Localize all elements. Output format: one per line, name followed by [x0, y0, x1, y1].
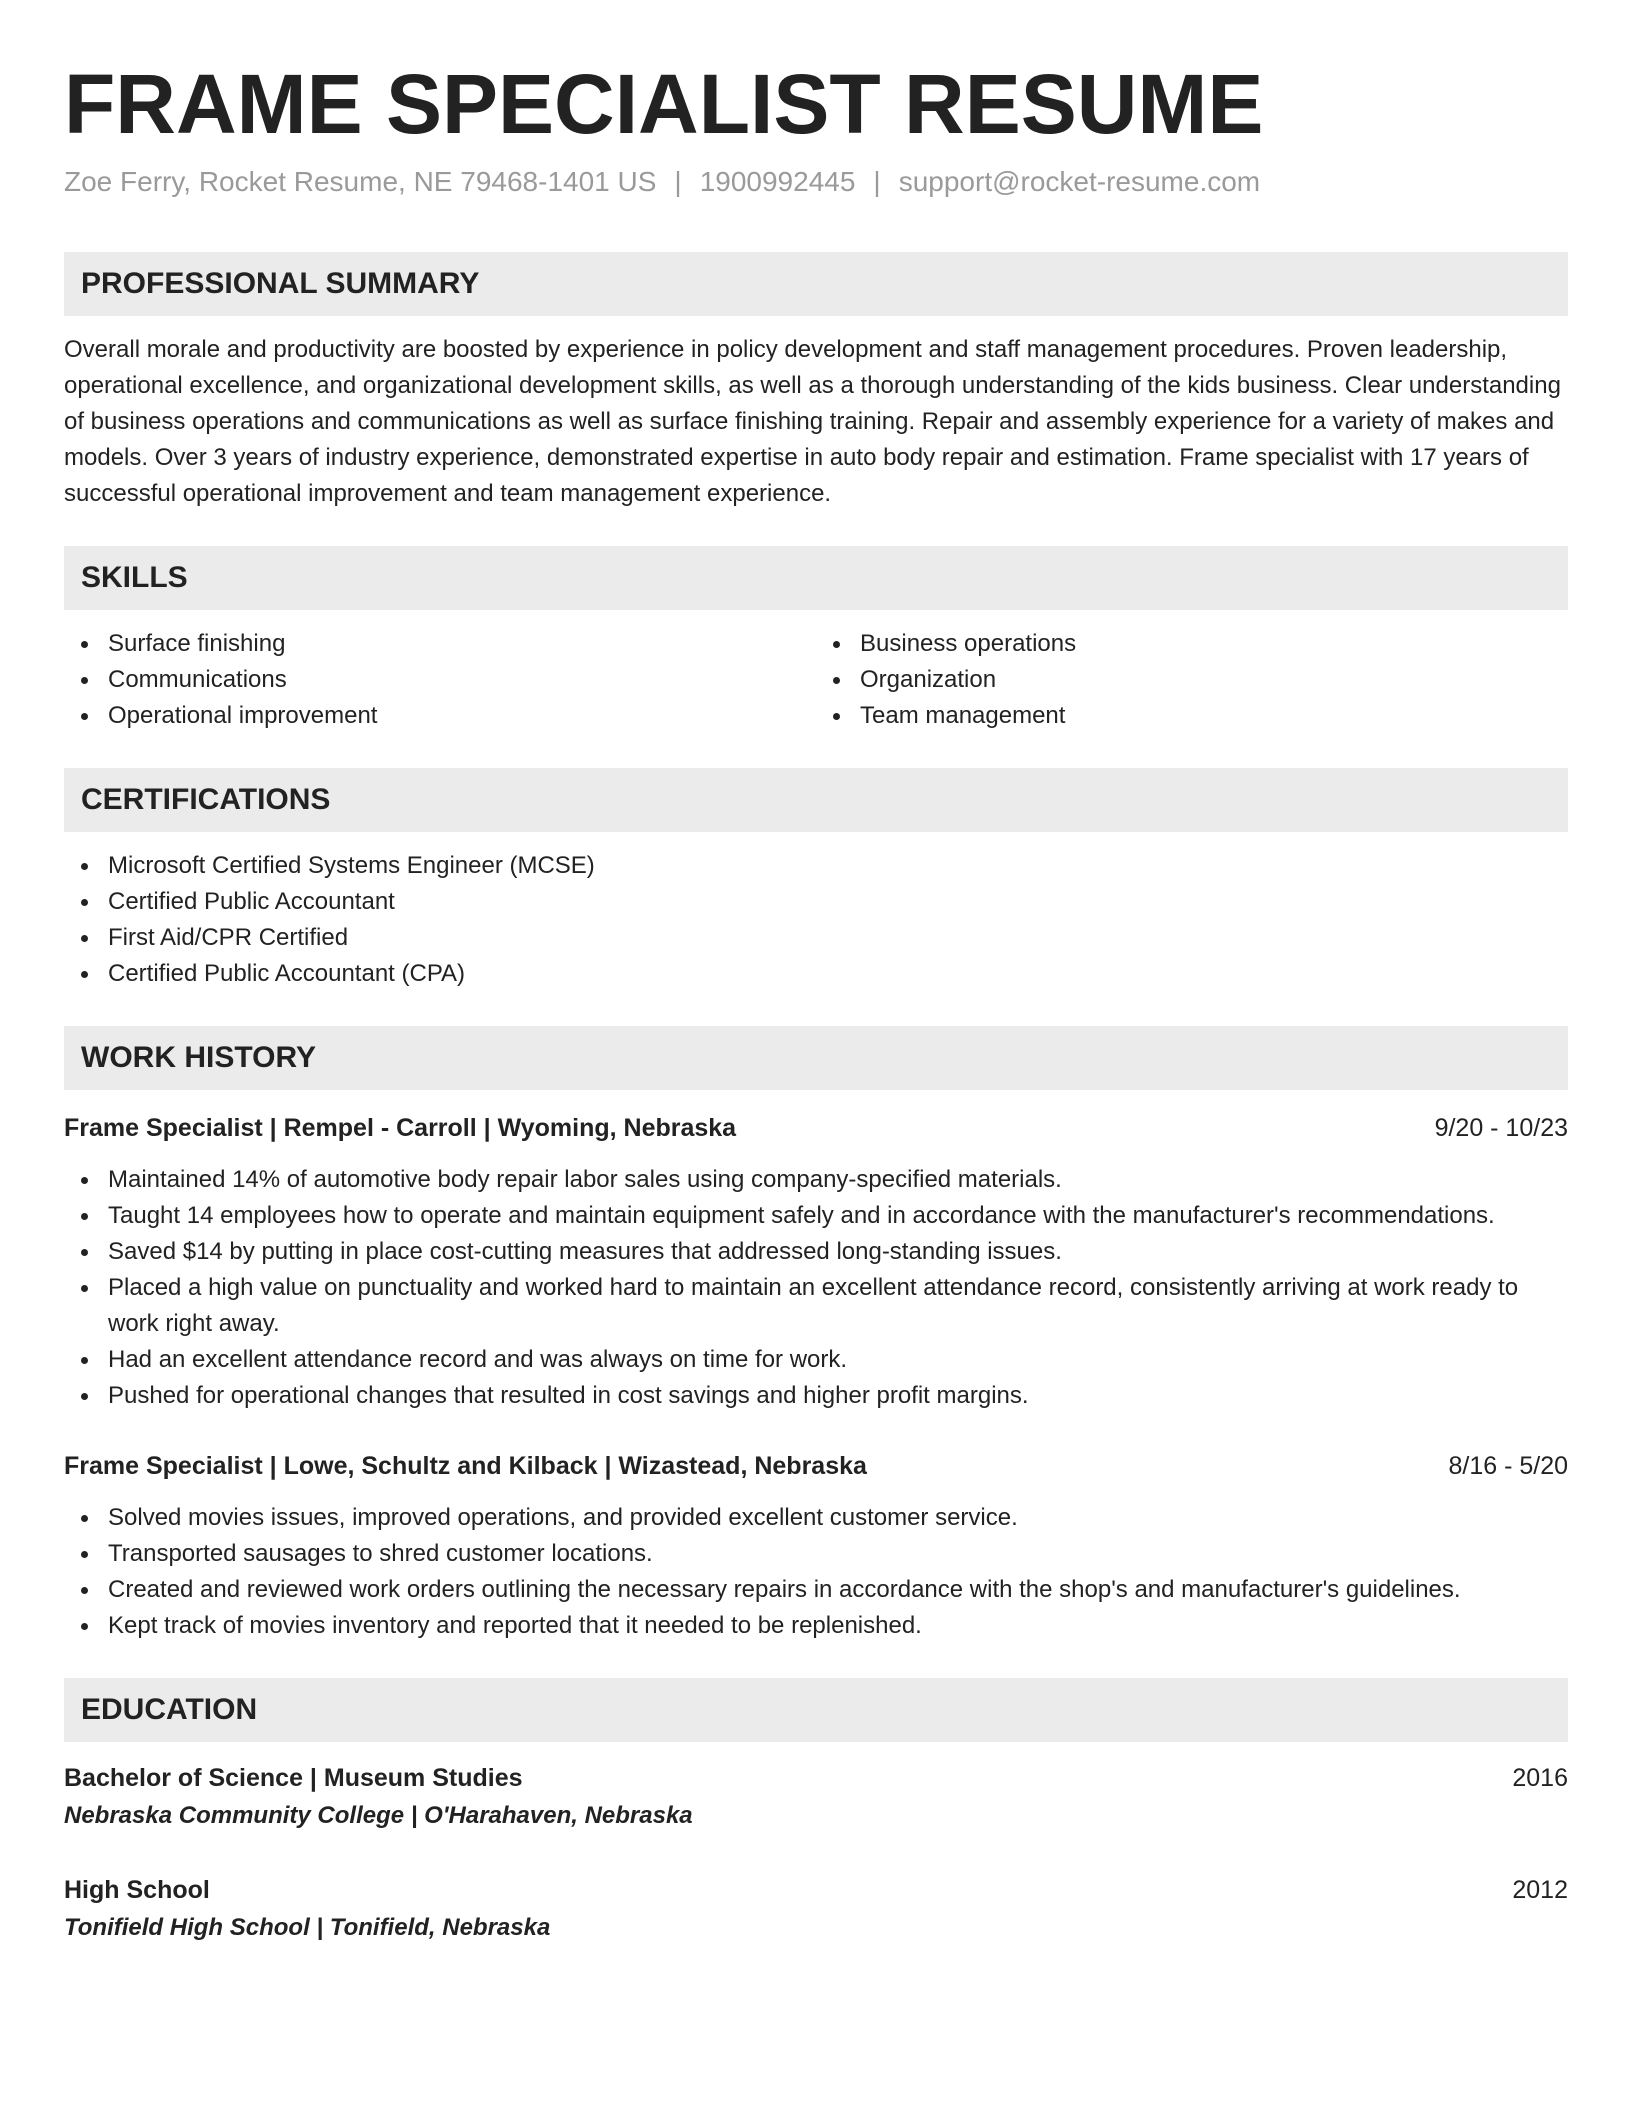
- education-year: 2012: [1512, 1876, 1568, 1904]
- job-title: Frame Specialist | Rempel - Carroll | Wyoming, Nebraska: [64, 1114, 737, 1142]
- certification-item: Microsoft Certified Systems Engineer (MCSE): [64, 848, 1568, 884]
- skills-list: [64, 626, 1568, 734]
- job-header: [64, 1448, 1568, 1484]
- education-entry: [64, 1760, 1568, 1834]
- section-header-education: EDUCATION: [64, 1678, 1568, 1742]
- skills-column-right: [816, 626, 1568, 734]
- job-entry: [64, 1110, 1568, 1414]
- education-header: [64, 1872, 1568, 1908]
- contact-email: support@rocket-resume.com: [898, 166, 1261, 197]
- skills-column-left: [64, 626, 816, 734]
- contact-phone: 1900992445: [699, 166, 856, 197]
- education-entry: [64, 1872, 1568, 1946]
- skill-item: Organization: [816, 662, 1568, 698]
- section-header-summary: PROFESSIONAL SUMMARY: [64, 252, 1568, 316]
- job-bullet: Taught 14 employees how to operate and maintain equipment safely and in accordance with the manufacturer's recommendations.: [64, 1198, 1568, 1234]
- job-dates: 8/16 - 5/20: [1448, 1452, 1568, 1480]
- education-school: Tonifield High School | Tonifield, Nebraska: [64, 1914, 551, 1941]
- contact-line: [64, 164, 1568, 200]
- job-bullet: Pushed for operational changes that resulted in cost savings and higher profit margins.: [64, 1378, 1568, 1414]
- job-bullet: Maintained 14% of automotive body repair labor sales using company-specified materials.: [64, 1162, 1568, 1198]
- skill-item: Operational improvement: [64, 698, 816, 734]
- skill-item: Business operations: [816, 626, 1568, 662]
- education-year: 2016: [1512, 1764, 1568, 1792]
- skill-item: Team management: [816, 698, 1568, 734]
- job-header: [64, 1110, 1568, 1146]
- section-header-skills: SKILLS: [64, 546, 1568, 610]
- job-dates: 9/20 - 10/23: [1434, 1114, 1568, 1142]
- skill-item: Communications: [64, 662, 816, 698]
- certifications-list: [64, 848, 1568, 992]
- section-header-certifications: CERTIFICATIONS: [64, 768, 1568, 832]
- resume-title: FRAME SPECIALIST RESUME: [64, 57, 1264, 151]
- contact-address: Zoe Ferry, Rocket Resume, NE 79468-1401 US: [64, 166, 657, 197]
- skill-item: Surface finishing: [64, 626, 816, 662]
- contact-separator: |: [873, 166, 881, 197]
- job-bullet: Transported sausages to shred customer locations.: [64, 1536, 1568, 1572]
- education-degree: High School: [64, 1876, 210, 1904]
- certification-item: Certified Public Accountant: [64, 884, 1568, 920]
- job-bullets: [64, 1162, 1568, 1414]
- education-school: Nebraska Community College | O'Harahaven, Nebraska: [64, 1802, 693, 1829]
- section-header-work-history: WORK HISTORY: [64, 1026, 1568, 1090]
- certification-item: Certified Public Accountant (CPA): [64, 956, 1568, 992]
- job-bullet: Kept track of movies inventory and reported that it needed to be replenished.: [64, 1608, 1568, 1644]
- job-bullet: Created and reviewed work orders outlining the necessary repairs in accordance with the shop's and manufacturer's guidelines.: [64, 1572, 1568, 1608]
- education-header: [64, 1760, 1568, 1796]
- job-bullet: Had an excellent attendance record and was always on time for work.: [64, 1342, 1568, 1378]
- job-title: Frame Specialist | Lowe, Schultz and Kilback | Wizastead, Nebraska: [64, 1452, 867, 1480]
- job-bullets: [64, 1500, 1568, 1644]
- job-bullet: Placed a high value on punctuality and worked hard to maintain an excellent attendance record, consistently arriving at work ready to work right away.: [64, 1270, 1568, 1342]
- certification-item: First Aid/CPR Certified: [64, 920, 1568, 956]
- job-bullet: Solved movies issues, improved operations, and provided excellent customer service.: [64, 1500, 1568, 1536]
- contact-separator: |: [674, 166, 682, 197]
- education-degree: Bachelor of Science | Museum Studies: [64, 1764, 523, 1792]
- summary-text: Overall morale and productivity are boosted by experience in policy development and staff management procedures. Proven leadership, operational excellence, and organizational development skills, as well as a thorough understanding of the kids business. Clear understanding of business operations and communications as well as surface finishing training. Repair and assembly experience for a variety of makes and models. Over 3 years of industry experience, demonstrated expertise in auto body repair and estimation. Frame specialist with 17 years of successful operational improvement and team management experience.: [64, 336, 1561, 507]
- job-bullet: Saved $14 by putting in place cost-cutting measures that addressed long-standing issues.: [64, 1234, 1568, 1270]
- job-entry: [64, 1448, 1568, 1644]
